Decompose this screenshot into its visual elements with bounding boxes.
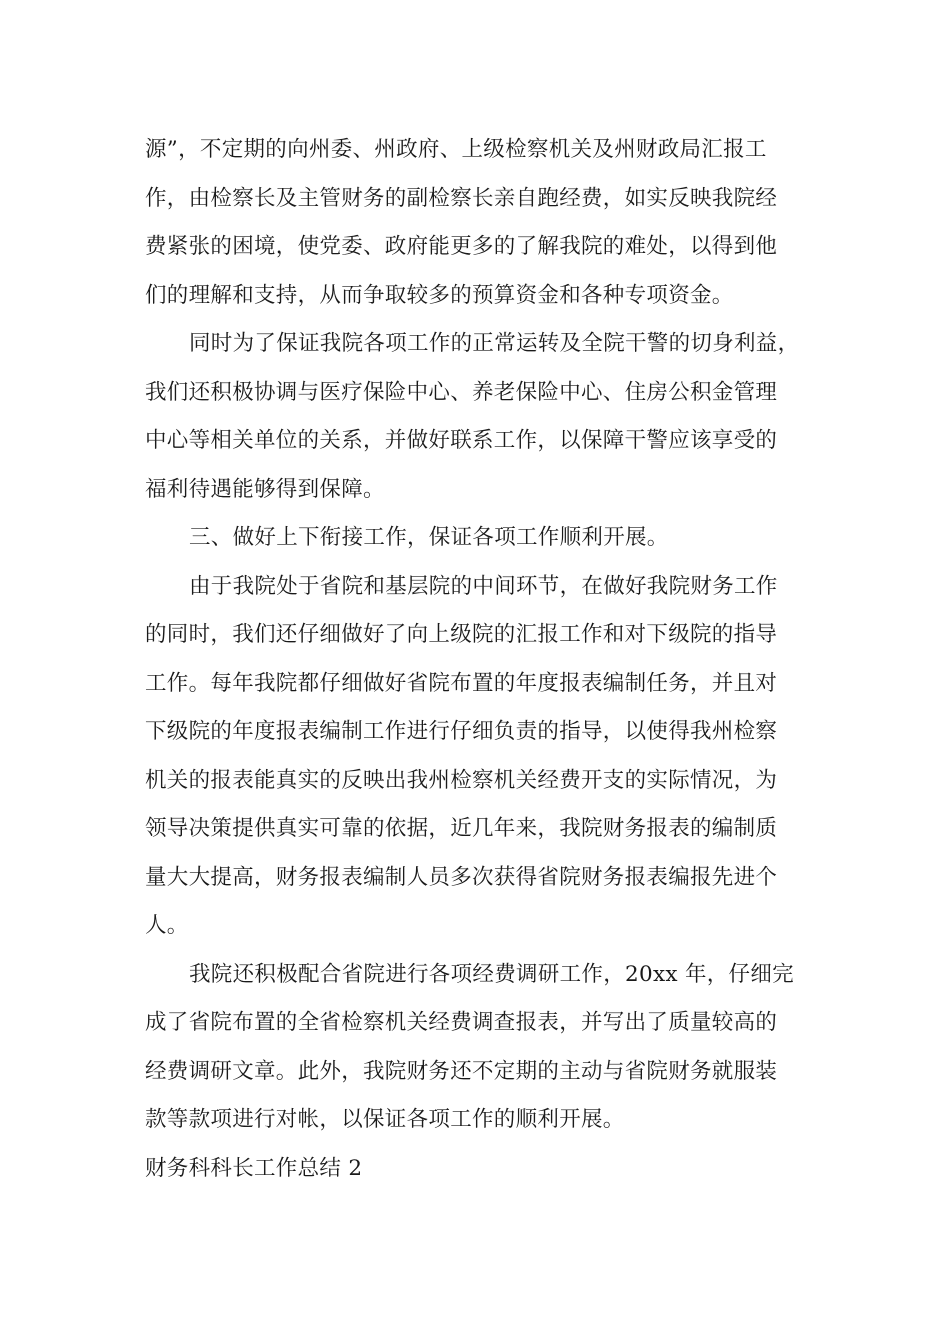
paragraph-4 (145, 563, 810, 951)
text-line: 由于我院处于省院和基层院的中间环节，在做好我院财务工作 (189, 573, 778, 599)
text-line: 源”，不定期的向州委、州政府、上级检察机关及州财政局汇报工 (145, 137, 767, 162)
paragraph-1 (145, 126, 810, 320)
text-line: 同时为了保证我院各项工作的正常运转及全院干警的切身利益， (189, 331, 800, 356)
text-line: 领导决策提供真实可靠的依据，近几年来，我院财务报表的编制质 (145, 816, 778, 841)
text-line: 费紧张的困境，使党委、政府能更多的了解我院的难处，以得到他 (145, 234, 778, 259)
text-line: 工作。每年我院都仔细做好省院布置的年度报表编制任务，并且对 (145, 670, 778, 696)
text-line: 的同时，我们还仔细做好了向上级院的汇报工作和对下级院的指导 (145, 622, 778, 647)
text-line: 三、做好上下衔接工作，保证各项工作顺利开展。 (189, 525, 669, 550)
text-line: 机关的报表能真实的反映出我州检察机关经费开支的实际情况，为 (145, 767, 778, 793)
section-heading-3 (145, 514, 810, 563)
text-line: 作，由检察长及主管财务的副检察长亲自跑经费，如实反映我院经 (145, 185, 778, 211)
text-line: 款等款项进行对帐，以保证各项工作的顺利开展。 (145, 1107, 625, 1132)
text-line: 量大大提高，财务报表编制人员多次获得省院财务报表编报先进个 (145, 864, 778, 890)
text-line: 我院还积极配合省院进行各项经费调研工作，20xx 年，仔细完 (189, 961, 794, 987)
text-line: 成了省院布置的全省检察机关经费调查报表，并写出了质量较高的 (145, 1010, 778, 1035)
text-line: 们的理解和支持，从而争取较多的预算资金和各种专项资金。 (145, 282, 734, 308)
text-line: 下级院的年度报表编制工作进行仔细负责的指导，以使得我州检察 (145, 719, 778, 744)
text-line: 人。 (145, 913, 189, 938)
text-line: 经费调研文章。此外，我院财务还不定期的主动与省院财务就服装 (145, 1058, 778, 1084)
text-line: 福利待遇能够得到保障。 (145, 476, 385, 502)
document-page (145, 126, 810, 1193)
paragraph-2 (145, 320, 810, 514)
text-line: 我们还积极协调与医疗保险中心、养老保险中心、住房公积金管理 (145, 379, 778, 405)
section-title: 财务科科长工作总结 2 (145, 1155, 363, 1181)
paragraph-5 (145, 951, 810, 1145)
text-line: 中心等相关单位的关系，并做好联系工作，以保障干警应该享受的 (145, 428, 778, 453)
